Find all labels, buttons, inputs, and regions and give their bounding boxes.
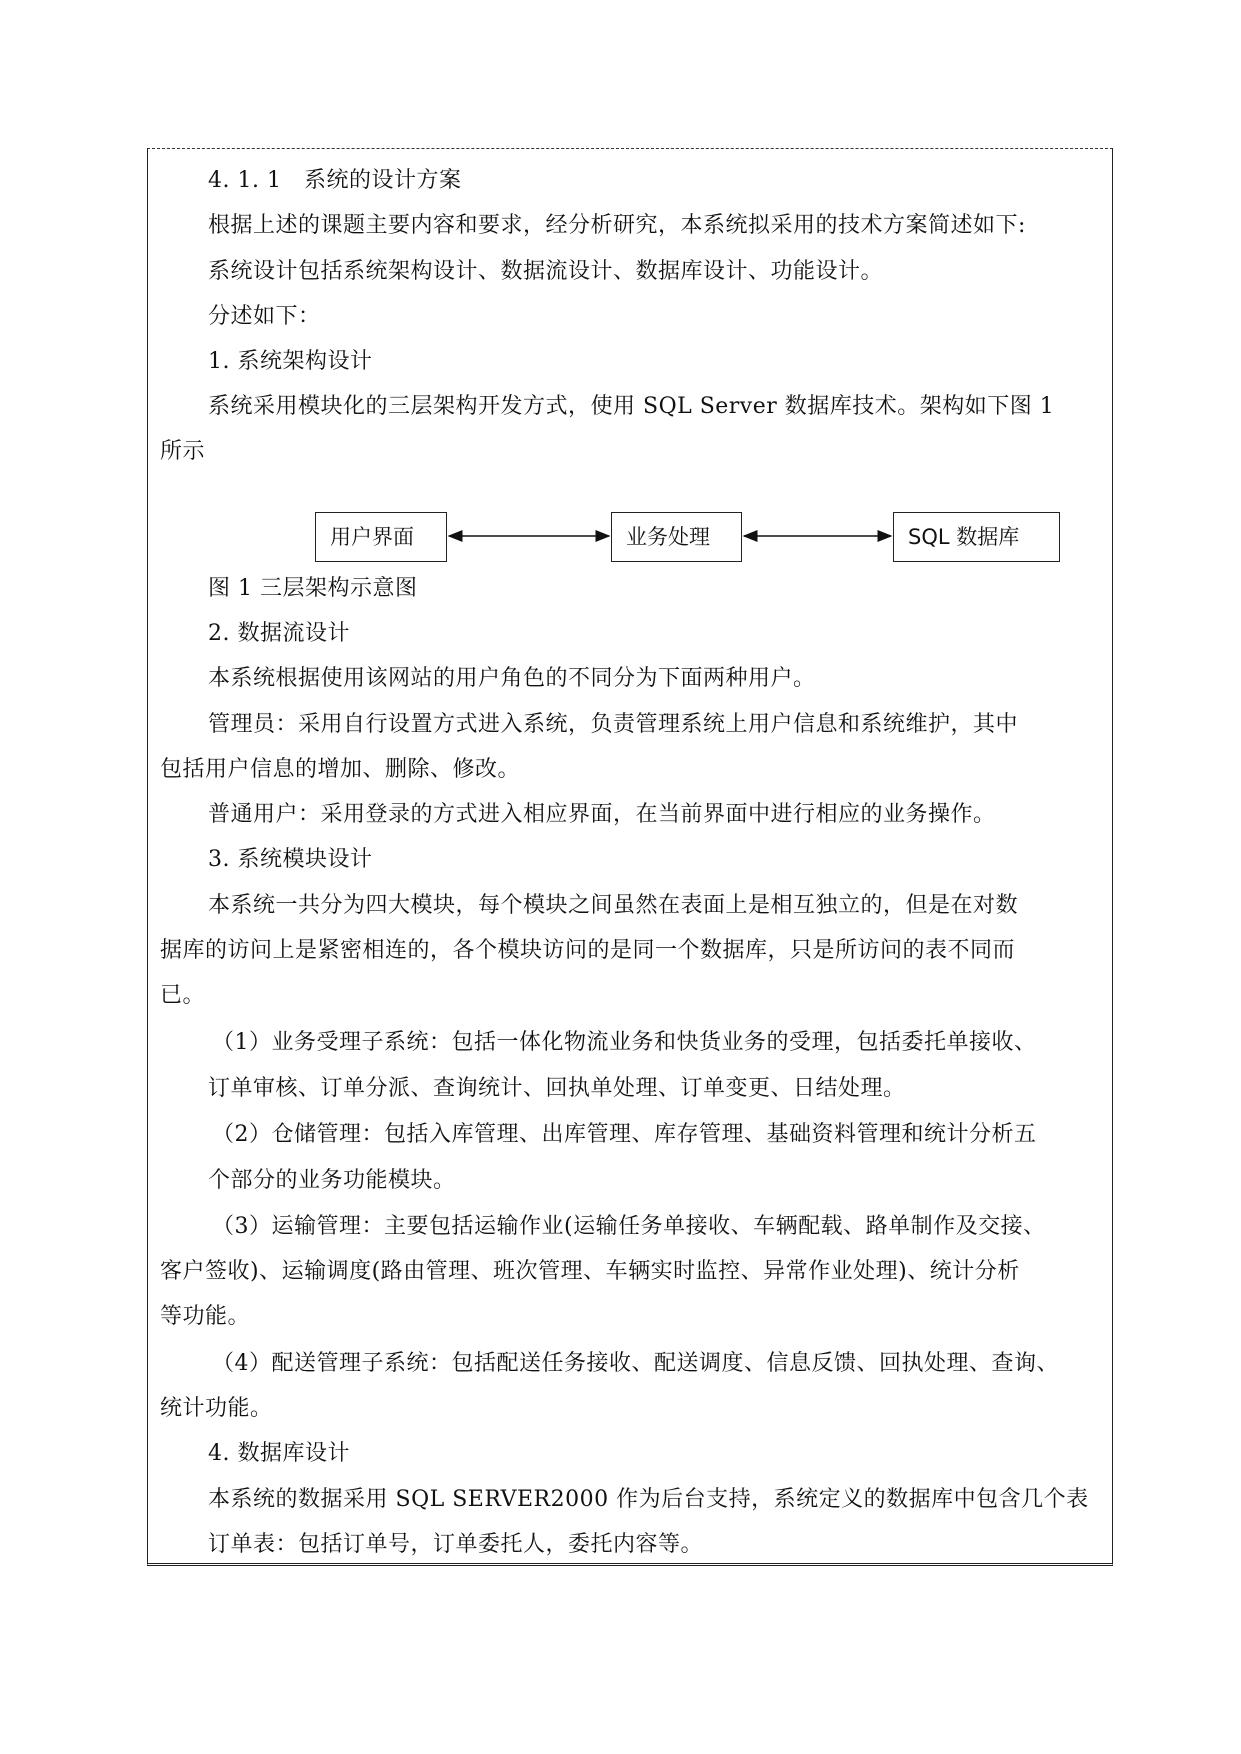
- module-item-line: 个部分的业务功能模块。: [208, 1168, 456, 1193]
- module-item-line: （4）配送管理子系统：包括配送任务接收、配送调度、信息反馈、回执处理、查询、: [212, 1351, 1059, 1376]
- paragraph-line: 本系统根据使用该网站的用户角色的不同分为下面两种用户。: [208, 666, 816, 691]
- subsection-title: 4. 数据库设计: [208, 1441, 350, 1466]
- paragraph-line: 包括用户信息的增加、删除、修改。: [160, 757, 521, 782]
- paragraph-line: 根据上述的课题主要内容和要求，经分析研究，本系统拟采用的技术方案简述如下:: [208, 213, 1026, 238]
- subsection-title: 3. 系统模块设计: [208, 847, 373, 872]
- paragraph-line: 系统设计包括系统架构设计、数据流设计、数据库设计、功能设计。: [208, 259, 884, 284]
- paragraph-line: 据库的访问上是紧密相连的，各个模块访问的是同一个数据库，只是所访问的表不同而: [160, 938, 1016, 963]
- paragraph-line: 管理员：采用自行设置方式进入系统，负责管理系统上用户信息和系统维护，其中: [208, 712, 1019, 737]
- paragraph-line: 分述如下：: [208, 304, 321, 329]
- subsection-title: 1. 系统架构设计: [208, 349, 373, 374]
- diagram-box-business: 业务处理: [611, 512, 742, 562]
- module-item-line: 客户签收)、运输调度(路由管理、班次管理、车辆实时监控、异常作业处理)、统计分析: [160, 1259, 1020, 1284]
- paragraph-line: 系统采用模块化的三层架构开发方式，使用 SQL Server 数据库技术。架构如下图 1: [208, 394, 1055, 419]
- paragraph-line: 本系统一共分为四大模块，每个模块之间虽然在表面上是相互独立的，但是在对数: [208, 893, 1019, 918]
- paragraph-line: 本系统的数据采用 SQL SERVER2000 作为后台支持，系统定义的数据库中包含几个表: [208, 1487, 1089, 1512]
- paragraph-line: 普通用户：采用登录的方式进入相应界面，在当前界面中进行相应的业务操作。: [208, 802, 996, 827]
- paragraph-line: 已。: [160, 983, 206, 1008]
- paragraph-line: 所示: [160, 439, 206, 464]
- diagram-box-ui: 用户界面: [315, 512, 447, 562]
- section-heading: 4. 1. 1 系统的设计方案: [208, 168, 462, 193]
- module-item-line: （2）仓储管理：包括入库管理、出库管理、库存管理、基础资料管理和统计分析五: [212, 1122, 1037, 1147]
- figure-caption: 图 1 三层架构示意图: [208, 576, 418, 601]
- subsection-title: 2. 数据流设计: [208, 621, 350, 646]
- module-item-line: 统计功能。: [160, 1396, 273, 1421]
- diagram-box-database: SQL 数据库: [893, 512, 1060, 562]
- module-item-line: 订单审核、订单分派、查询统计、回执单处理、订单变更、日结处理。: [208, 1076, 906, 1101]
- module-item-line: （3）运输管理：主要包括运输作业(运输任务单接收、车辆配载、路单制作及交接、: [212, 1214, 1046, 1239]
- paragraph-line: 订单表：包括订单号，订单委托人，委托内容等。: [208, 1532, 704, 1557]
- module-item-line: 等功能。: [160, 1304, 251, 1329]
- module-item-line: （1）业务受理子系统：包括一体化物流业务和快货业务的受理，包括委托单接收、: [212, 1030, 1037, 1055]
